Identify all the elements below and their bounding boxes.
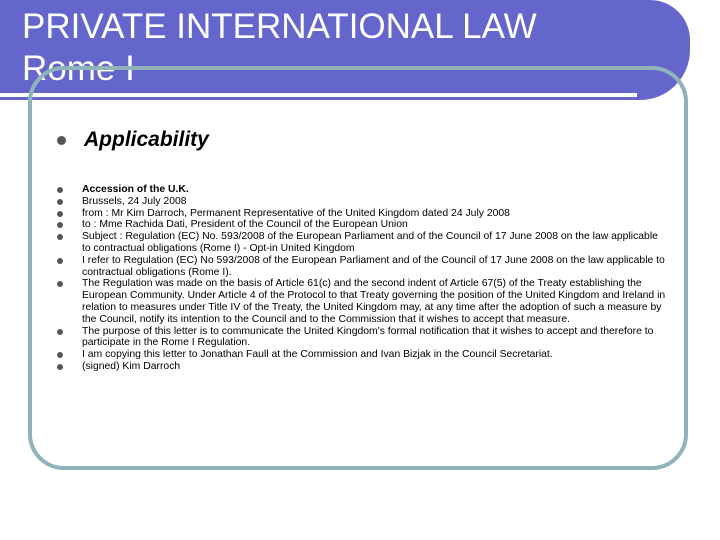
- list-item-text: I am copying this letter to Jonathan Faull at the Commission and Ivan Bizjak in the Council Secretariat.: [82, 349, 553, 361]
- bullet-icon: [57, 211, 63, 217]
- bullet-icon: [57, 234, 63, 240]
- list-item-text: Subject : Regulation (EC) No. 593/2008 of the European Parliament and of the Council of 17 June 2008 on the law applicable to contractual obligations (Rome I) - Opt-in United Kingdom: [82, 231, 658, 254]
- bullet-icon: [57, 187, 63, 193]
- list-item: [57, 255, 667, 279]
- bullet-icon: [57, 364, 63, 370]
- list-item: [57, 326, 667, 350]
- list-item-text: Accession of the U.K.: [82, 184, 189, 195]
- heading-row: [57, 128, 209, 152]
- list-item: [57, 184, 667, 196]
- list-item-text: to : Mme Rachida Dati, President of the Council of the European Union: [82, 219, 408, 231]
- list-item-text: I refer to Regulation (EC) No 593/2008 of the European Parliament and of the Council of 17 June 2008 on the law applicable to contractual obligations (Rome I).: [82, 254, 665, 278]
- list-item-text: The purpose of this letter is to communicate the United Kingdom's formal notification that it wishes to accept and therefore to participate in the Rome I Regulation.: [82, 325, 654, 349]
- bullet-icon: [57, 352, 63, 358]
- list-item: [57, 361, 667, 373]
- letter-list: [57, 184, 667, 373]
- list-item-text: from : Mr Kim Darroch, Permanent Representative of the United Kingdom dated 24 July 2008: [82, 207, 510, 219]
- slide-title-line-1: PRIVATE INTERNATIONAL LAW: [22, 7, 537, 46]
- slide-title-line-2: Rome I: [22, 49, 135, 88]
- list-item: [57, 208, 667, 220]
- list-item: [57, 196, 667, 208]
- bullet-icon: [57, 199, 63, 205]
- section-heading: Applicability: [84, 128, 209, 151]
- list-item-text: The Regulation was made on the basis of Article 61(c) and the second indent of Article 67(5) of the Treaty establishing the European Community. Under Article 4 of the Protocol to that Treaty governing the position of the United Kingdom and Ireland in relation to measures under Title IV of the Treaty, the United Kingdom may, at any time after the adoption of such a measure by the Council, notify its intention to the Council and to the Commission that it wishes to accept that measure.: [82, 278, 666, 325]
- bullet-icon: [57, 281, 63, 287]
- list-item: [57, 219, 667, 231]
- list-item: [57, 278, 667, 325]
- bullet-icon: [57, 222, 63, 228]
- list-item: [57, 349, 667, 361]
- bullet-icon: [57, 136, 66, 145]
- bullet-icon: [57, 258, 63, 264]
- list-item-text: Brussels, 24 July 2008: [82, 195, 187, 207]
- list-item-text: (signed) Kim Darroch: [82, 360, 181, 372]
- bullet-icon: [57, 329, 63, 335]
- list-item: [57, 231, 667, 255]
